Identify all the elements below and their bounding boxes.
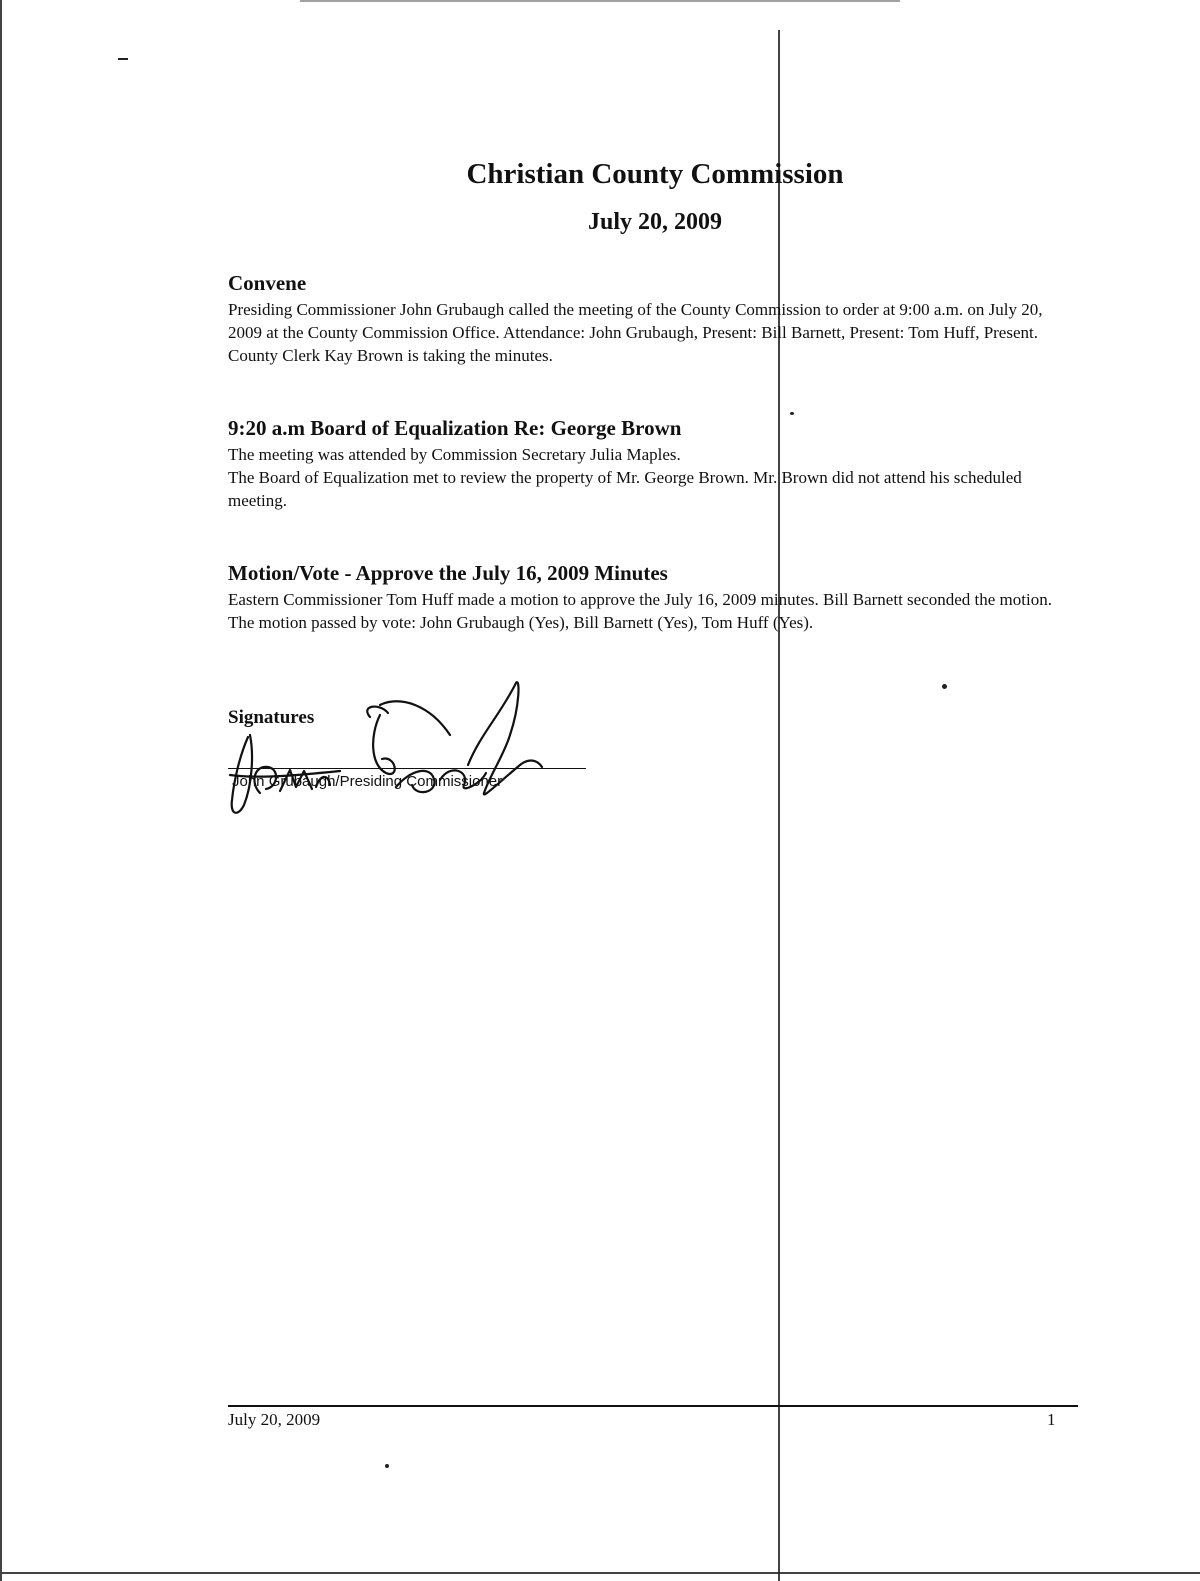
section-heading-board-of-equalization: 9:20 a.m Board of Equalization Re: George Brown [228,416,682,440]
document-title: Christian County Commission [466,158,844,190]
scan-speck [118,58,128,60]
scan-speck [790,412,794,415]
section-body-motion-vote: Eastern Commissioner Tom Huff made a motion to approve the July 16, 2009 minutes. Bill Barnett seconded the motion. The motion passed by vote: John Grubaugh (Yes), Bill Barnett (Yes), Tom Huff (Yes). [228,590,1052,632]
scan-border-bottom [0,1572,1200,1574]
scan-border-top [300,0,900,2]
section-heading-convene: Convene [228,271,307,295]
scan-border-left [0,0,2,1581]
section-heading-motion-vote: Motion/Vote - Approve the July 16, 2009 Minutes [228,561,668,585]
signatures-heading: Signatures [228,707,315,728]
document-date: July 20, 2009 [587,209,722,235]
section-body-convene: Presiding Commissioner John Grubaugh called the meeting of the County Commission to order at 9:00 a.m. on July 20, 2009 at the County Commission Office. Attendance: John Grubaugh, Present: Bill Barnett, Present: Tom Huff, Present. County Clerk Kay Brown is taking the minutes. [228,300,1043,365]
scan-speck [942,684,947,689]
signer-caption: John Grubaugh/Presiding Commissioner [232,773,503,790]
footer-rule [228,1405,1078,1407]
section-body-board-of-equalization-line2: The Board of Equalization met to review the property of Mr. George Brown. Mr. Brown did not attend his scheduled meeting. [228,468,1022,510]
handwritten-signature [220,675,560,835]
page-number: 1 [1047,1410,1056,1429]
footer-date: July 20, 2009 [228,1410,321,1429]
scan-speck [385,1464,389,1468]
section-body-board-of-equalization-line1: The meeting was attended by Commission Secretary Julia Maples. [228,445,681,464]
scan-artifact-line [778,30,780,1581]
